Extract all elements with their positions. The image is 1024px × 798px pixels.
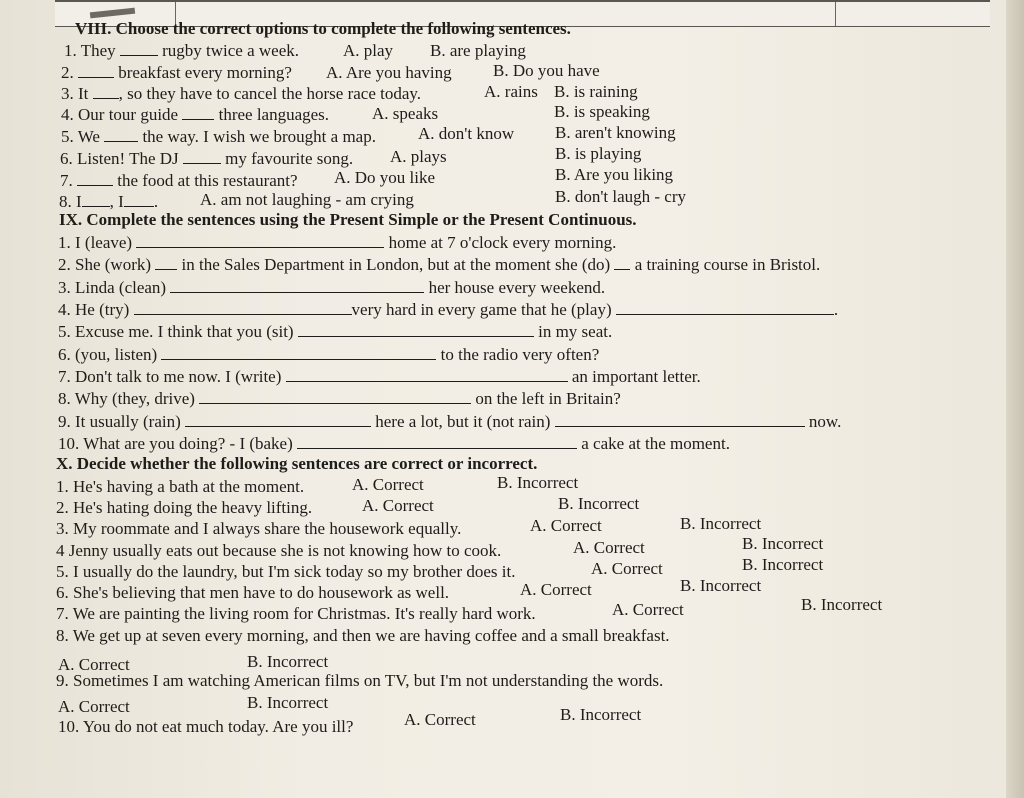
answer-blank[interactable] bbox=[185, 414, 371, 427]
option-a[interactable]: A. Do you like bbox=[334, 168, 436, 187]
option-b[interactable]: B. Incorrect bbox=[558, 494, 640, 513]
question-text: 10. What are you doing? - I (bake) bbox=[58, 434, 293, 453]
option-b[interactable]: B. don't laugh - cry bbox=[555, 187, 687, 206]
question-text: in the Sales Department in London, but at the moment she (do) bbox=[181, 255, 611, 274]
item-ix-3 bbox=[58, 279, 605, 296]
question-text: the way. I wish we brought a map. bbox=[142, 127, 376, 146]
item-x-10: 10. You do not eat much today. Are you ill? bbox=[58, 717, 354, 736]
item-x-6: 6. She's believing that men have to do housework as well. bbox=[56, 583, 450, 602]
question-text: a cake at the moment. bbox=[581, 434, 730, 453]
question-text: very hard in every game that he (play) bbox=[351, 300, 612, 319]
answer-blank[interactable] bbox=[298, 324, 534, 337]
option-b[interactable]: B. Incorrect bbox=[247, 693, 329, 712]
item-ix-10 bbox=[58, 435, 730, 452]
question-text: 3. Linda (clean) bbox=[58, 278, 167, 297]
question-text: three languages. bbox=[218, 105, 330, 124]
option-a[interactable]: A. speaks bbox=[372, 104, 439, 123]
answer-blank[interactable] bbox=[182, 107, 214, 120]
question-text: 6. (you, listen) bbox=[58, 345, 158, 364]
question-text: 4. Our tour guide bbox=[61, 105, 179, 124]
option-b[interactable]: B. Incorrect bbox=[742, 555, 824, 574]
logo-mark bbox=[90, 8, 135, 19]
question-text: 7. Don't talk to me now. I (write) bbox=[58, 367, 282, 386]
answer-blank[interactable] bbox=[170, 280, 424, 293]
answer-blank[interactable] bbox=[104, 129, 138, 142]
page-edge bbox=[1006, 0, 1024, 798]
question-text: 4. He (try) bbox=[58, 300, 130, 319]
section-ix-title: IX. Complete the sentences using the Present Simple or the Present Continuous. bbox=[59, 210, 637, 229]
item-x-1: 1. He's having a bath at the moment. bbox=[56, 477, 305, 496]
answer-blank[interactable] bbox=[120, 43, 158, 56]
option-a[interactable]: A. Are you having bbox=[326, 63, 452, 82]
question-text: her house every weekend. bbox=[428, 278, 606, 297]
answer-blank[interactable] bbox=[134, 302, 352, 315]
option-b[interactable]: B. Do you have bbox=[493, 61, 600, 80]
option-b[interactable]: B. Incorrect bbox=[497, 473, 579, 492]
answer-blank[interactable] bbox=[161, 347, 436, 360]
answer-blank[interactable] bbox=[82, 194, 110, 207]
item-ix-2 bbox=[58, 256, 820, 273]
question-text: 1. I (leave) bbox=[58, 233, 133, 252]
item-x-3: 3. My roommate and I always share the housework equally. bbox=[56, 519, 462, 538]
question-text: a training course in Bristol. bbox=[634, 255, 821, 274]
question-text: an important letter. bbox=[571, 367, 701, 386]
item-ix-7 bbox=[58, 368, 701, 385]
question-text: the food at this restaurant? bbox=[117, 171, 298, 190]
item-viii-2 bbox=[61, 64, 292, 81]
answer-blank[interactable] bbox=[78, 65, 114, 78]
item-ix-4 bbox=[58, 301, 838, 318]
option-b[interactable]: B. Incorrect bbox=[801, 595, 883, 614]
question-text: 8. Why (they, drive) bbox=[58, 389, 195, 408]
answer-blank[interactable] bbox=[614, 257, 630, 270]
question-text: 9. It usually (rain) bbox=[58, 412, 181, 431]
option-b[interactable]: B. aren't knowing bbox=[555, 123, 676, 142]
question-text: to the radio very often? bbox=[440, 345, 600, 364]
divider bbox=[835, 2, 836, 26]
option-b[interactable]: B. Incorrect bbox=[742, 534, 824, 553]
option-b[interactable]: B. is playing bbox=[555, 144, 642, 163]
answer-blank[interactable] bbox=[297, 436, 577, 449]
answer-blank[interactable] bbox=[77, 173, 113, 186]
question-text: , I bbox=[109, 192, 124, 211]
option-b[interactable]: B. Incorrect bbox=[680, 576, 762, 595]
option-a[interactable]: A. Correct bbox=[591, 559, 663, 578]
question-text: 2. She (work) bbox=[58, 255, 152, 274]
answer-blank[interactable] bbox=[616, 302, 834, 315]
item-ix-8 bbox=[58, 390, 621, 407]
question-text: now. bbox=[808, 412, 842, 431]
question-text: rugby twice a week. bbox=[162, 41, 300, 60]
option-a[interactable]: A. play bbox=[343, 41, 394, 60]
option-a[interactable]: A. rains bbox=[484, 82, 538, 101]
option-a[interactable]: A. Correct bbox=[58, 655, 130, 674]
option-b[interactable]: B. Incorrect bbox=[680, 514, 762, 533]
question-text: 2. bbox=[61, 63, 74, 82]
item-x-8: 8. We get up at seven every morning, and then we are having coffee and a small breakfast. bbox=[56, 626, 670, 645]
question-text: here a lot, but it (not rain) bbox=[375, 412, 551, 431]
item-viii-7 bbox=[60, 172, 298, 189]
answer-blank[interactable] bbox=[136, 235, 384, 248]
section-x-title: X. Decide whether the following sentences are correct or incorrect. bbox=[56, 454, 538, 473]
question-text: 3. It bbox=[61, 84, 89, 103]
option-b[interactable]: B. is raining bbox=[554, 82, 638, 101]
option-a[interactable]: A. don't know bbox=[418, 124, 515, 143]
option-b[interactable]: B. are playing bbox=[430, 41, 526, 60]
question-text: my favourite song. bbox=[225, 149, 354, 168]
option-a[interactable]: A. Correct bbox=[530, 516, 602, 535]
item-x-5: 5. I usually do the laundry, but I'm sick today so my brother does it. bbox=[56, 562, 516, 581]
item-viii-6 bbox=[60, 150, 353, 167]
question-text: on the left in Britain? bbox=[475, 389, 621, 408]
question-text: . bbox=[833, 300, 839, 319]
option-a[interactable]: A. am not laughing - am crying bbox=[200, 190, 414, 209]
question-text: 7. bbox=[60, 171, 73, 190]
item-viii-4 bbox=[61, 106, 329, 123]
question-text: 6. Listen! The DJ bbox=[60, 149, 179, 168]
question-text: 8. I bbox=[59, 192, 82, 211]
item-x-7: 7. We are painting the living room for Christmas. It's really hard work. bbox=[56, 604, 536, 623]
option-b[interactable]: B. Incorrect bbox=[560, 705, 642, 724]
answer-blank[interactable] bbox=[286, 369, 568, 382]
option-a[interactable]: A. Correct bbox=[352, 475, 424, 494]
item-x-4: 4 Jenny usually eats out because she is not knowing how to cook. bbox=[56, 541, 502, 560]
item-ix-9 bbox=[58, 413, 841, 430]
item-viii-3 bbox=[61, 85, 421, 102]
option-a[interactable]: A. plays bbox=[390, 147, 447, 166]
answer-blank[interactable] bbox=[155, 257, 177, 270]
question-text: breakfast every morning? bbox=[118, 63, 292, 82]
item-viii-5 bbox=[61, 128, 376, 145]
answer-blank[interactable] bbox=[183, 151, 221, 164]
answer-blank[interactable] bbox=[93, 86, 119, 99]
question-text: , so they have to cancel the horse race today. bbox=[118, 84, 422, 103]
option-a[interactable]: A. Correct bbox=[362, 496, 434, 515]
answer-blank[interactable] bbox=[199, 391, 471, 404]
question-text: 5. We bbox=[61, 127, 100, 146]
answer-blank[interactable] bbox=[124, 194, 154, 207]
item-viii-8 bbox=[59, 193, 158, 210]
item-x-9: 9. Sometimes I am watching American films on TV, but I'm not understanding the words. bbox=[56, 671, 664, 690]
item-viii-1 bbox=[64, 42, 299, 59]
question-text: in my seat. bbox=[538, 322, 613, 341]
question-text: home at 7 o'clock every morning. bbox=[388, 233, 617, 252]
option-b[interactable]: B. is speaking bbox=[554, 102, 650, 121]
option-b[interactable]: B. Are you liking bbox=[555, 165, 674, 184]
option-a[interactable]: A. Correct bbox=[612, 600, 684, 619]
question-text: . bbox=[153, 192, 159, 211]
option-a[interactable]: A. Correct bbox=[573, 538, 645, 557]
answer-blank[interactable] bbox=[555, 414, 805, 427]
question-text: 5. Excuse me. I think that you (sit) bbox=[58, 322, 294, 341]
item-ix-6 bbox=[58, 346, 599, 363]
section-viii-title: VIII. Choose the correct options to complete the following sentences. bbox=[75, 19, 571, 38]
option-a[interactable]: A. Correct bbox=[404, 710, 476, 729]
item-x-2: 2. He's hating doing the heavy lifting. bbox=[56, 498, 313, 517]
option-a[interactable]: A. Correct bbox=[58, 697, 130, 716]
option-a[interactable]: A. Correct bbox=[520, 580, 592, 599]
item-ix-5 bbox=[58, 323, 612, 340]
option-b[interactable]: B. Incorrect bbox=[247, 652, 329, 671]
question-text: 1. They bbox=[64, 41, 116, 60]
item-ix-1 bbox=[58, 234, 616, 251]
